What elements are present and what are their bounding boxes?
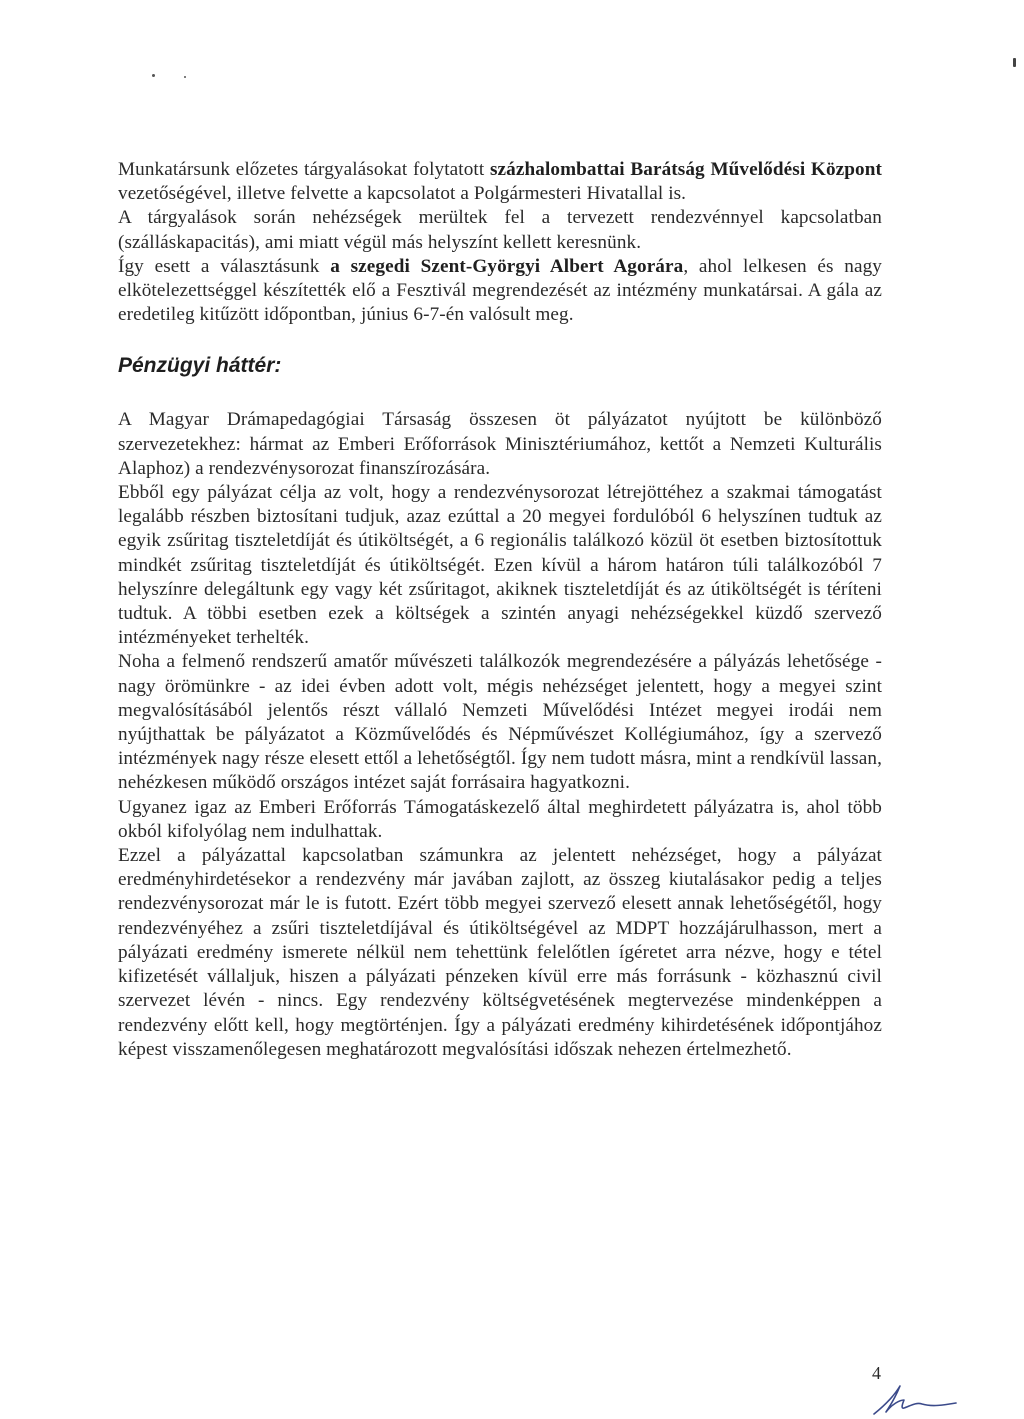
bold-agora-name: a szegedi Szent-Györgyi Albert Agorára xyxy=(330,255,684,277)
text: Így esett a választásunk xyxy=(118,255,331,277)
text: , ahol lelkesen és nagy elkötelezettséggel készítették elő a Fesztivál megrendezését az intézmény munkatársai. A gála az eredetileg kitűzött időpontban, június 6-7-én valósult meg. xyxy=(118,255,883,326)
paragraph-venue-negotiations xyxy=(118,158,882,206)
page-number: 4 xyxy=(872,1363,881,1383)
text: vezetőségével, illetve felvette a kapcsolatot a Polgármesteri Hivatallal is. xyxy=(118,183,687,205)
text: Munkatársunk előzetes tárgyalásokat folytatott xyxy=(118,159,490,180)
paragraph-difficulties: A tárgyalások során nehézségek merültek fel a tervezett rendezvénnyel kapcsolatban (szálláskapacitás), ami miatt végül más helyszínt kellett keresnünk. xyxy=(118,207,882,253)
paragraph-timing-issue: Ezzel a pályázattal kapcsolatban számunkra az jelentett nehézséget, hogy a pályázat eredményhirdetésekor a rendezvény már javában zajlott, az összeg kiutalásakor pedig a teljes rendezvénysorozat már le is futott. Ezért több megyei szervező elesett annak lehetőségétől, hogy rendezvényéhez a zsűri tiszteletdíjával és útiköltségével az MDPT hozzájárulhasson, mert a pályázati eredmény ismerete nélkül nem tehettünk felelőtlen ígéretet arra nézve, hogy e tétel kifizetését vállaljuk, hiszen a pályázati pénzeken kívül erre más forrásunk - közhasznú civil szervezet lévén - nincs. Egy rendezvény költségvetésének megtervezése mindenképpen a rendezvény előtt kell, hogy megtörténjen. Így a pályázati eredmény kihirdetésének időpontjához képest visszamenőlegesen meghatározott megvalósítási időszak nehezen értelmezhető. xyxy=(118,845,882,1060)
scan-speck xyxy=(152,74,155,77)
scan-speck xyxy=(184,76,186,78)
scan-speck xyxy=(1013,58,1016,67)
paragraph-jury-support: Ebből egy pályázat célja az volt, hogy a rendezvénysorozat létrejöttéhez a szakmai támogatást legalább részben biztosítani tudjuk, azaz ezúttal a 20 megyei fordulóból 6 helyszínen tudtuk az egyik zsűritag tiszteletdíját és útiköltségét, a 6 regionális találkozó közül öt esetben biztosítottuk mindkét zsűritag tiszteletdíját és útiköltségét. Ezen kívül a három határon túli találkozóból 7 helyszínre delegáltunk egy vagy két zsűritagot, akiknek tiszteletdíját és az útiköltségét is téríteni tudtuk. A többi esetben ezek a költségek a szintén anyagi nehézségekkel küzdő szervező intézményeket terhelték. xyxy=(118,482,882,649)
document-body xyxy=(118,158,882,1062)
paragraph-support-manager: Ugyanez igaz az Emberi Erőforrás Támogatáskezelő által meghirdetett pályázatra is, ahol több okból kifolyólag nem indulhattak. xyxy=(118,796,882,842)
paragraph-county-offices: Noha a felmenő rendszerű amatőr művészeti találkozók megrendezésére a pályázás lehetősége - nagy örömünkre - az idei évben adott volt, mégis nehézséget jelentett, hogy a megyei szint megvalósításából jelentős részt vállaló Nemzeti Művelődési Intézet megyei irodái nem nyújthattak be pályázatot a Közművelődés és Népművészet Kollégiumához, így a szervező intézmények nagy része elesett ettől a lehetőségtől. Így nem tudott másra, mint a rendkívül lassan, nehézkesen működő országos intézet saját forrásaira hagyatkozni. xyxy=(118,651,882,794)
signature-icon xyxy=(870,1378,960,1418)
paragraph-grants-overview: A Magyar Drámapedagógiai Társaság összesen öt pályázatot nyújtott be különböző szervezetekhez: hármat az Emberi Erőforrások Minisztériumához, kettőt a Nemzeti Kulturális Alaphoz) a rendezvénysorozat finanszírozására. xyxy=(118,409,882,479)
paragraph-new-venue xyxy=(118,255,882,328)
section-heading-financial: Pénzügyi háttér: xyxy=(118,354,282,378)
bold-venue-name: százhalombattai Barátság Művelődési Központ xyxy=(489,159,882,180)
